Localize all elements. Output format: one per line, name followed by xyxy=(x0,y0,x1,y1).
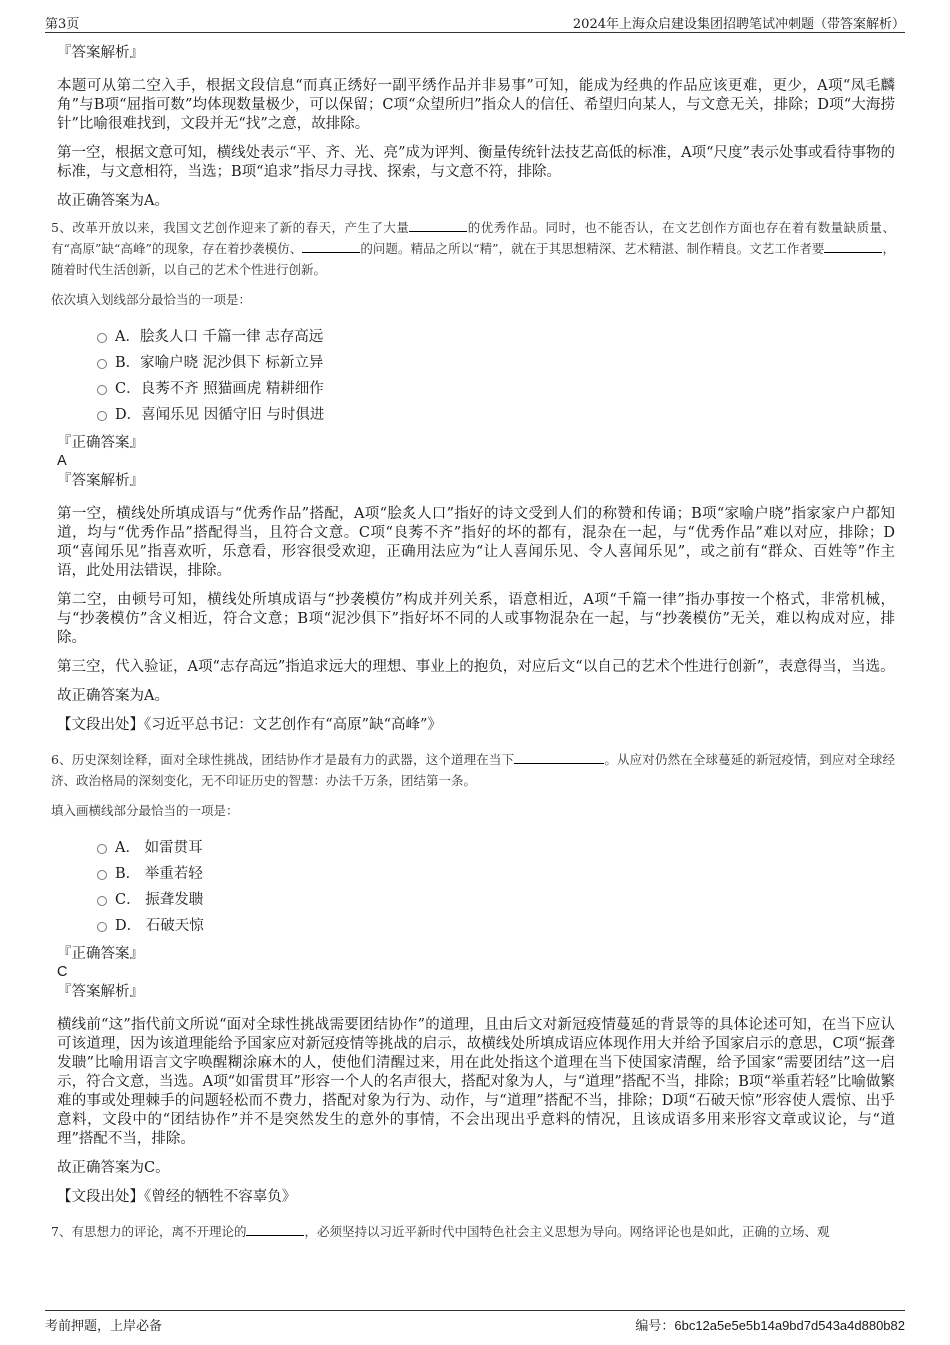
q5-option-c[interactable]: C．良莠不齐 照猫画虎 精耕细作 xyxy=(57,376,895,402)
blank-1 xyxy=(514,751,604,764)
q6-options xyxy=(57,835,895,939)
document-title: 2024年上海众启建设集团招聘笔试冲刺题（带答案解析） xyxy=(572,17,905,32)
q6-source: 【文段出处】《曾经的牺牲不容辜负》 xyxy=(57,1189,297,1205)
document-id: 编号：6bc12a5e5e5b14a9bd7d543a4d880b82 xyxy=(635,1318,905,1333)
q5-option-d[interactable]: D．喜闻乐见 因循守旧 与时俱进 xyxy=(57,402,895,428)
q5-stem: 5、改革开放以来，我国文艺创作迎来了新的春天，产生了大量 的优秀作品。同时，也不能否认，在文艺创作方面也存在着有数量缺质量、有“高原”缺“高峰”的现象，存在着抄袭模仿、 的问题。精品之所以“精”，就在于其思想精深、艺术精湛、制作精良。文艺工作者要 ，随着时代生活创新，以自己的艺术个性进行创新。 xyxy=(51,220,895,277)
q5-source: 【文段出处】《习近平总书记：文艺创作有“高原”缺“高峰”》 xyxy=(57,717,442,733)
page-content xyxy=(51,44,895,1242)
footer-slogan: 考前押题，上岸必备 xyxy=(45,1319,163,1334)
radio-icon[interactable] xyxy=(97,870,107,880)
q6-correct-answer: C xyxy=(57,964,68,980)
radio-icon[interactable] xyxy=(97,896,107,906)
q5-correct-label: 『正确答案』 xyxy=(57,435,144,451)
q6-conclusion: 故正确答案为C。 xyxy=(57,1160,170,1176)
radio-icon[interactable] xyxy=(97,922,107,932)
blank-1 xyxy=(246,1223,304,1236)
q5-analysis-p2: 第二空，由顿号可知，横线处所填成语与“抄袭模仿”构成并列关系，语意相近，A项“千篇一律”指办事按一个格式，非常机械，与“抄袭模仿”含义相近，符合文意；B项“泥沙俱下”指好坏不同的人或事物混杂在一起，与“抄袭模仿”无关，难以构成对应，排除。 xyxy=(57,592,895,646)
q5-analysis-p3: 第三空，代入验证，A项“志存高远”指追求远大的理想、事业上的抱负，对应后文“以自己的艺术个性进行创新”，表意得当，当选。 xyxy=(57,659,895,675)
q6-analysis-p1: 横线前“这”指代前文所说“面对全球性挑战需要团结协作”的道理，且由后文对新冠疫情蔓延的背景等的具体论述可知，在当下应认可该道理，因为该道理能给予国家应对新冠疫情等挑战的启示，故横线处所填成语应体现作用大并给予国家启示的意思，C项“振聋发聩”比喻用语言文字唤醒糊涂麻木的人，使他们清醒过来，用在此处指这个道理在当下使国家清醒，给予国家“需要团结”这一启示，符合文意，当选。A项“如雷贯耳”形容一个人的名声很大，搭配对象为人，与“道理”搭配不当，排除；B项“举重若轻”比喻做繁难的事或处理棘手的问题轻松而不费力，搭配对象为行为、动作，与“道理”搭配不当，排除；D项“石破天惊”形容使人震惊、出乎意料，文段中的“团结协作”并不是突然发生的意外的事情，不会出现出乎意料的情况，且该成语多用来形容文章或议论，与“道理”搭配不当，排除。 xyxy=(57,1017,895,1147)
q6-option-b[interactable]: B． 举重若轻 xyxy=(57,861,895,887)
radio-icon[interactable] xyxy=(97,411,107,421)
radio-icon[interactable] xyxy=(97,385,107,395)
q6-analysis-label: 『答案解析』 xyxy=(57,984,144,1000)
q5-conclusion: 故正确答案为A。 xyxy=(57,688,169,704)
blank-1 xyxy=(409,219,467,232)
q5-prompt: 依次填入划线部分最恰当的一项是： xyxy=(51,292,252,307)
q6-option-a[interactable]: A． 如雷贯耳 xyxy=(57,835,895,861)
page-header xyxy=(45,10,905,33)
blank-2 xyxy=(302,240,360,253)
q6-option-d[interactable]: D． 石破天惊 xyxy=(57,913,895,939)
radio-icon[interactable] xyxy=(97,333,107,343)
q5-analysis-label: 『答案解析』 xyxy=(57,473,144,489)
q4-analysis-p1: 本题可从第二空入手，根据文段信息“而真正绣好一副平绣作品并非易事”可知，能成为经典的作品应该更难，更少，A项“凤毛麟角”与B项“屈指可数”均体现数量极少，可以保留；C项“众望所归”指众人的信任、希望归向某人，与文意无关，排除；D项“大海捞针”比喻很难找到，文段并无“找”之意，故排除。 xyxy=(57,78,895,132)
page-number: 第3页 xyxy=(45,17,80,32)
q5-options xyxy=(57,324,895,428)
q4-conclusion: 故正确答案为A。 xyxy=(57,193,169,209)
q6-option-c[interactable]: C． 振聋发聩 xyxy=(57,887,895,913)
q5-correct-answer: A xyxy=(57,453,67,469)
q5-option-a[interactable]: A．脍炙人口 千篇一律 志存高远 xyxy=(57,324,895,350)
q6-correct-label: 『正确答案』 xyxy=(57,946,144,962)
q4-analysis-label: 『答案解析』 xyxy=(57,45,144,61)
radio-icon[interactable] xyxy=(97,844,107,854)
q6-prompt: 填入画横线部分最恰当的一项是： xyxy=(51,803,239,818)
q7-stem: 7、有思想力的评论，离不开理论的 ，必须坚持以习近平新时代中国特色社会主义思想为导向。网络评论也是如此，正确的立场、观 xyxy=(51,1224,830,1239)
q5-analysis-p1: 第一空，横线处所填成语与“优秀作品”搭配，A项“脍炙人口”指好的诗文受到人们的称赞和传诵；B项“家喻户晓”指家家户户都知道，均与“优秀作品”搭配得当，且符合文意。C项“良莠不齐”指好的坏的都有，混杂在一起，与“优秀作品”难以对应，排除；D项“喜闻乐见”指喜欢听，乐意看，形容很受欢迎，正确用法应为“让人喜闻乐见、令人喜闻乐见”，或之前有“群众、百姓等”作主语，此处用法错误，排除。 xyxy=(57,506,895,579)
radio-icon[interactable] xyxy=(97,359,107,369)
q6-stem: 6、历史深刻诠释，面对全球性挑战，团结协作才是最有力的武器，这个道理在当下 。从应对仍然在全球蔓延的新冠疫情，到应对全球经济、政治格局的深刻变化，无不印证历史的智慧：办法千万条，团结第一条。 xyxy=(51,752,895,788)
blank-3 xyxy=(824,240,882,253)
q5-option-b[interactable]: B．家喻户晓 泥沙俱下 标新立异 xyxy=(57,350,895,376)
q4-analysis-p2: 第一空，根据文意可知，横线处表示“平、齐、光、亮”成为评判、衡量传统针法技艺高低的标准，A项“尺度”表示处事或看待事物的标准，与文意相符，当选；B项“追求”指尽力寻找、探索，与文意不符，排除。 xyxy=(57,145,895,180)
page-footer xyxy=(45,1310,905,1333)
